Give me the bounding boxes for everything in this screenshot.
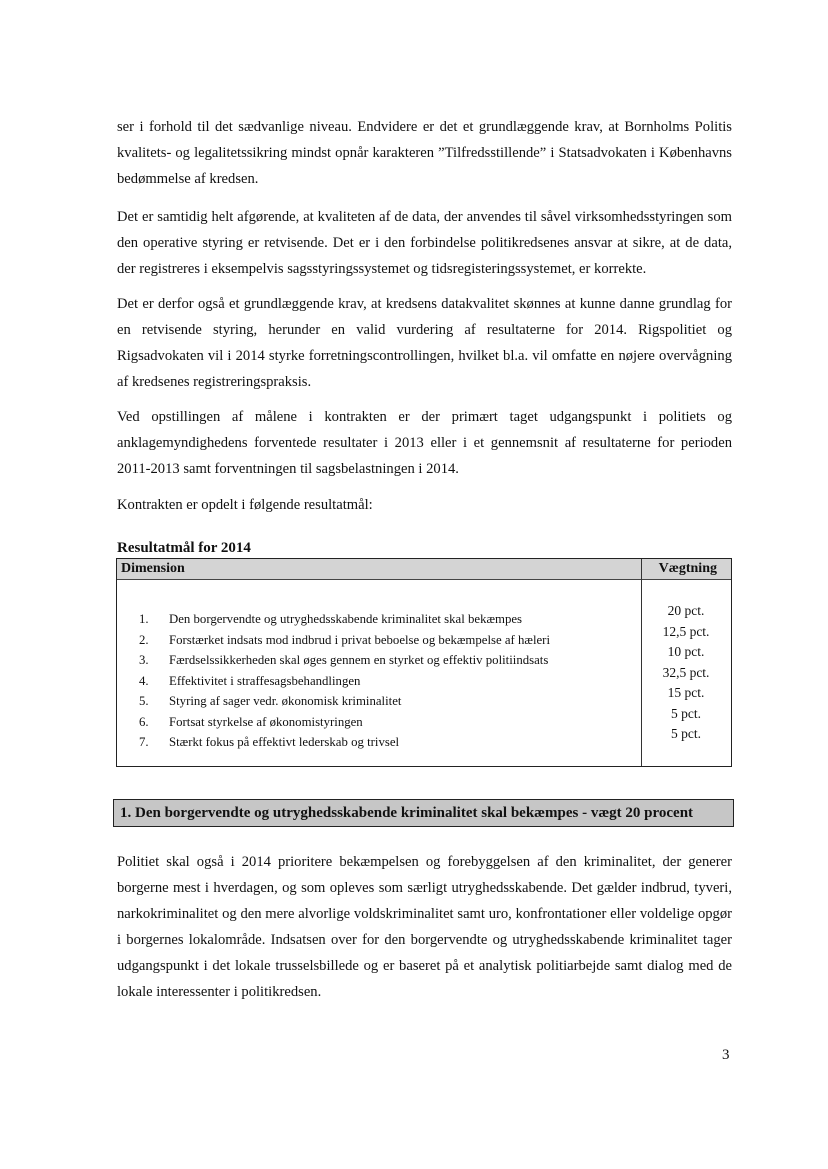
weight-value: 5 pct. (671, 705, 701, 721)
item-number: 4. (139, 673, 149, 688)
list-item (139, 691, 619, 712)
dimension-list (139, 609, 619, 753)
item-number: 7. (139, 735, 149, 749)
item-number: 6. (139, 714, 149, 729)
header-dimension: Dimension (121, 561, 185, 576)
weight-value: 5 pct. (671, 726, 701, 741)
table-header-row (117, 559, 731, 580)
list-item (139, 650, 619, 671)
item-number: 5. (139, 694, 149, 708)
list-item (139, 712, 619, 733)
weight-list (641, 601, 731, 745)
paragraph-quality-assurance: ser i forhold til det sædvanlige niveau. Endvidere er det et grundlæggende krav, at Bornholms Politis kvalitets- og legalitetssikring mindst opnår karakteren ”Tilfredsstillende” i Statsadvokaten i Københavns bedømmelse af kredsen. (117, 119, 732, 187)
paragraph-contract-intro: Kontrakten er opdelt i følgende resultatmål: (117, 497, 373, 513)
weight-value: 12,5 pct. (662, 623, 710, 639)
page-number: 3 (722, 1047, 730, 1063)
weight-value: 32,5 pct. (662, 664, 710, 680)
weight-value: 10 pct. (667, 644, 705, 659)
results-table (116, 558, 732, 767)
table-title: Resultatmål for 2014 (117, 540, 251, 556)
item-label: Den borgervendte og utryghedsskabende kriminalitet skal bekæmpes (169, 612, 523, 626)
item-label: Effektivitet i straffesagsbehandlingen (169, 673, 361, 688)
section-header: 1. Den borgervendte og utryghedsskabende kriminalitet skal bekæmpes - vægt 20 procent (113, 799, 734, 827)
paragraph-contract-basis: Ved opstillingen af målene i kontrakten er der primært taget udgangspunkt i politiets og anklagemyndighedens forventede resultater i 2013 eller i et gennemsnit af resultaterne for perioden 2011-2013 samt forventningen til sagsbelastningen i 2014. (117, 409, 732, 477)
list-item (139, 732, 619, 753)
item-label: Styring af sager vedr. økonomisk kriminalitet (169, 694, 402, 708)
item-number: 3. (139, 653, 149, 667)
item-label: Stærkt fokus på effektivt lederskab og trivsel (169, 735, 400, 749)
item-number: 1. (139, 612, 149, 626)
header-weight: Vægtning (658, 561, 717, 576)
item-label: Forstærket indsats mod indbrud i privat beboelse og bekæmpelse af hæleri (169, 632, 551, 647)
list-item (139, 671, 619, 692)
paragraph-data-quality: Det er samtidig helt afgørende, at kvaliteten af de data, der anvendes til såvel virksomhedsstyringen som den operative styring er retvisende. Det er i den forbindelse politikredsenes ansvar at sikre, at de data, der registreres i eksempelvis sagsstyringssystemet og tidsregisteringssystemet, er korrekte. (117, 209, 732, 277)
weight-value: 20 pct. (667, 603, 705, 618)
paragraph-data-requirement: Det er derfor også et grundlæggende krav, at kredsens datakvalitet skønnes at kunne danne grundlag for en retvisende styring, herunder en valid vurdering af resultaterne for 2014. Rigspolitiet og Rigsadvokaten vil i 2014 styrke forretningscontrollingen, hvilket bl.a. vil omfatte en nøjere overvågning af kredsenes registreringspraksis. (117, 296, 732, 390)
list-item (139, 609, 619, 630)
weight-value: 15 pct. (667, 685, 705, 700)
list-item (139, 630, 619, 651)
item-label: Færdselssikkerheden skal øges gennem en styrket og effektiv politiindsats (169, 653, 549, 667)
item-label: Fortsat styrkelse af økonomistyringen (169, 714, 363, 729)
item-number: 2. (139, 632, 149, 647)
paragraph-crime-priority: Politiet skal også i 2014 prioritere bekæmpelsen og forebyggelsen af den kriminalitet, der generer borgerne mest i hverdagen, og som opleves som særligt utryghedsskabende. Det gælder indbrud, tyveri, narkokriminalitet og den mere alvorlige voldskriminalitet samt uro, konfrontationer eller voldelige opgør i borgernes lokalområde. Indsatsen over for den borgervendte og utryghedsskabende kriminalitet tager udgangspunkt i det lokale trusselsbillede og er baseret på et analytisk politiarbejde samt dialog med de lokale interessenter i politikredsen. (117, 854, 732, 1000)
